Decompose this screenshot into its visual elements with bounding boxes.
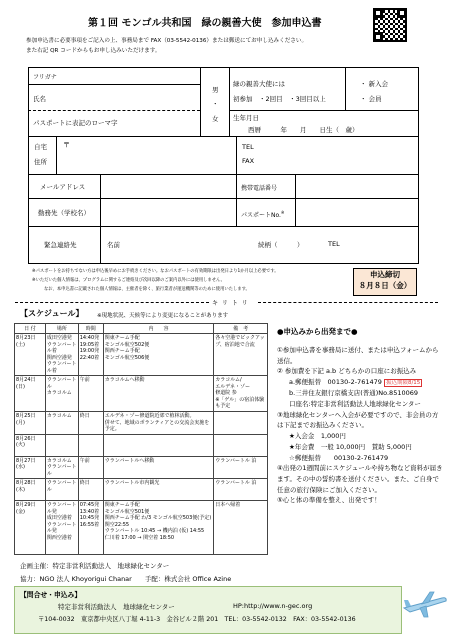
column-header: 日 付	[15, 324, 46, 334]
cell-notes: ウランバートル 泊	[214, 456, 268, 479]
passport-label: パスポートNo.※	[241, 210, 285, 219]
member-new-option[interactable]: ・ 新入会	[360, 80, 389, 88]
cell-date: 8月26日 (火)	[15, 434, 46, 456]
cell-place	[45, 434, 78, 456]
cell-notes	[214, 434, 268, 456]
step-3: ③地球緑化センターへ入会が必要ですので、非会員の方は下記までお振込みください。	[277, 410, 439, 430]
deadline-box	[353, 268, 417, 296]
step-2: ② 参加費を下記 a.b どちらかの口座にお振込み	[277, 367, 417, 376]
address-label: 住所	[34, 158, 47, 166]
cell-content: 関東チーム手配 モンゴル航空502便 関西チーム手配 モンゴル航空506便	[103, 334, 213, 376]
cell-time: 14:40発 19:05着 19:00発 22:40着	[78, 334, 103, 376]
cell-content: エルデネ・ゾー修道院近郊で植林活動。 併せて、地域のボランティアとの交流会実施を予定。	[103, 412, 213, 435]
cell-notes	[214, 412, 268, 435]
transfer-deadline-badge: 振込期限8/15	[385, 380, 421, 387]
note-2: ※いただいた個人情報は、プログラムに関するご連絡及び次回以降のご案内以外には使用しません。	[32, 278, 225, 283]
step-5: ⑤心と体の準備を整え、出発です！	[277, 496, 381, 505]
note-1: ※パスポートをお持ちでない方は申込後早めにお手続きください。なおパスポートの有効期限は出発日より1か月以上必要です。	[32, 269, 279, 274]
cell-content: 関東チーム手配 モンゴル航空501便 関西チーム手配 わ/3 モンゴル航空503便(予定) 関空22:55 ウランバートル 10:45 → 機内泊 (仮) 14:55 仁川着 17:00 → 関空着 18:50	[103, 501, 213, 555]
cell-place: ウランバートル	[45, 479, 78, 501]
column-header: 場所	[45, 324, 78, 334]
home-label: 自宅	[34, 143, 47, 151]
cell-time: 07:45発 13:40着 10:45発 16:55着	[78, 501, 103, 555]
birth-label: 生年月日	[233, 114, 259, 122]
emergency-tel-label: TEL	[328, 240, 340, 248]
cell-time: 午前	[78, 456, 103, 479]
organizer: 企画主催：特定非営利活動法人 地球緑化センター	[20, 562, 170, 570]
schedule-note: ※現地状況、天候等により変更になることがあります	[97, 313, 229, 319]
sex-female[interactable]: 女	[212, 115, 219, 123]
deadline-label: 申込締切	[370, 270, 400, 279]
contact-address: 〒104-0032 東京都中央区八丁堀 4-11-3 金谷ビル２階 201 TEL：03-5542-0132 FAX：03-5542-0136	[38, 616, 356, 623]
table-row	[15, 456, 268, 479]
cell-date: 8月24日 (日)	[15, 376, 46, 412]
cell-content: ウランバートル市内観光	[103, 479, 213, 501]
step-1: ①参加申込書を事務局に送付、または申込フォームから送信。	[277, 346, 439, 365]
tel-label: TEL	[242, 143, 254, 151]
emergency-label: 緊急連絡先	[44, 241, 77, 249]
cell-notes: カラコルム/ エルデネ・ゾー 修道院 参 ※「ゲル」の宿泊体験も予定	[214, 376, 268, 412]
cell-place: ウランバートル発 成田空港着 ウランバートル発 関西空港着	[45, 501, 78, 555]
cell-date: 8月27日 (水)	[15, 456, 46, 479]
schedule-heading: 【スケジュール】	[20, 309, 84, 318]
table-row	[15, 479, 268, 501]
account-a-row	[277, 377, 443, 388]
page-title: 第１回 モンゴル共和国 緑の親善大使 参加申込書	[88, 18, 322, 29]
sex-male[interactable]: 男	[212, 86, 219, 94]
cell-notes: 各々空港でピックアップ、宿泊地で合流	[214, 334, 268, 376]
cooperation: 協力：NGO 法人 Khoyorigui Chanar 手配：株式会社 Office Azine	[20, 575, 232, 583]
table-row	[15, 412, 268, 435]
sex-dot: ・	[212, 100, 219, 108]
column-header: 時間	[78, 324, 103, 334]
cell-date: 8月25日 (月)	[15, 412, 46, 435]
table-header-row	[15, 324, 268, 334]
homepage-link[interactable]: HP:http://www.n-gec.org	[233, 602, 313, 610]
cell-date: 8月28日 (木)	[15, 479, 46, 501]
cell-time: 午前	[78, 376, 103, 412]
emergency-relation-label: 続柄（ ）	[258, 241, 304, 249]
contact-heading: 【問合せ・申込み】	[20, 591, 82, 599]
fee-admission: ★入会金 1,000円	[289, 432, 346, 441]
cell-place: カラコルム ウランバートル	[46, 457, 77, 477]
intro-line-1: 参加申込書に必要事項をご記入の上、事務局まで FAX（03-5542-0136）または郵送にてお申し込みください。	[26, 38, 308, 44]
account-a: a.郵便振替 00130-2-761479	[289, 378, 382, 387]
email-label: メールアドレス	[40, 183, 86, 191]
cell-content: ウランバートルへ移動	[103, 456, 213, 479]
work-label: 勤務先（学校名）	[38, 209, 90, 217]
cell-date: 8月29日 (金)	[15, 501, 46, 555]
email-field[interactable]	[101, 175, 235, 197]
member-existing-option[interactable]: ・ 会員	[360, 95, 382, 103]
deadline-date: ８月８日（金）	[358, 281, 412, 291]
table-row	[15, 376, 268, 412]
cell-notes: 日本へ帰着	[214, 501, 268, 555]
cell-time: 終日	[78, 479, 103, 501]
cell-time	[78, 434, 103, 456]
name-label: 氏名	[33, 95, 46, 103]
address-field[interactable]	[70, 138, 234, 172]
furigana-label: フリガナ	[33, 74, 57, 81]
qr-code[interactable]	[373, 8, 407, 42]
airplane-icon	[402, 588, 448, 620]
table-row	[15, 501, 268, 555]
intro-line-2: また右記 QR コードからもお申し込みいただけます。	[26, 48, 161, 54]
birth-fields[interactable]: 西暦 年 月 日生（ 歳）	[248, 126, 359, 134]
postal-transfer: ☆郵便振替 00130-2-761479	[289, 453, 389, 462]
column-header: 備 考	[214, 324, 268, 334]
fee-annual: ★年会費 一般 10,000円 賛助 5,000円	[289, 442, 412, 451]
cell-content	[103, 434, 213, 456]
name-field[interactable]	[30, 85, 200, 109]
ambassador-question: 緑の親善大使には	[233, 80, 285, 88]
fax-label: FAX	[242, 157, 255, 165]
step-4: ④出発の1週間前にスケジュールや持ち物など資料が届きます。その中の誓約書を送付ください。また、ご自身で任意の旅行保険にご加入ください。	[277, 464, 443, 494]
account-holder: 口座名:特定非営利活動法人地球緑化センター	[289, 399, 421, 408]
cell-place: ウランバートル カラコルム	[45, 376, 78, 412]
ambassador-options[interactable]: 初参加 ・2回目 ・3回目以上	[233, 95, 326, 103]
note-3: なお、本申込書に記載された個人情報は、主催者を除く、旅行業者が運送機関等のために使用いたします。	[44, 287, 250, 292]
mobile-label: 携帯電話番号	[241, 185, 278, 192]
contact-org-name: 特定非営利活動法人 地球緑化センター	[58, 603, 175, 611]
application-heading: ●申込みから出発まで●	[277, 327, 358, 336]
column-header: 内 容	[103, 324, 213, 334]
cell-time: 終日	[78, 412, 103, 435]
application-steps	[277, 345, 443, 506]
romaji-label: パスポートに表記のローマ字	[33, 119, 118, 127]
schedule-table	[14, 323, 268, 555]
account-b: b.三井住友銀行京橋支店(普通)No.8510069	[289, 389, 419, 398]
postal-mark: 〒	[63, 141, 70, 149]
cell-place: カラコルム	[45, 412, 78, 435]
cell-content: カラコルムへ移動	[103, 376, 213, 412]
table-row	[15, 334, 268, 376]
cell-notes: ウランバートル 泊	[214, 479, 268, 501]
cell-date: 8月23日 (土)	[15, 334, 46, 376]
emergency-name-label: 名前	[107, 241, 120, 249]
cut-line-label: キ リ ト リ	[212, 300, 249, 307]
table-row	[15, 434, 268, 456]
cell-place: 成田空港発 ウランバートル着 関西空港発 ウランバートル着	[46, 335, 77, 374]
